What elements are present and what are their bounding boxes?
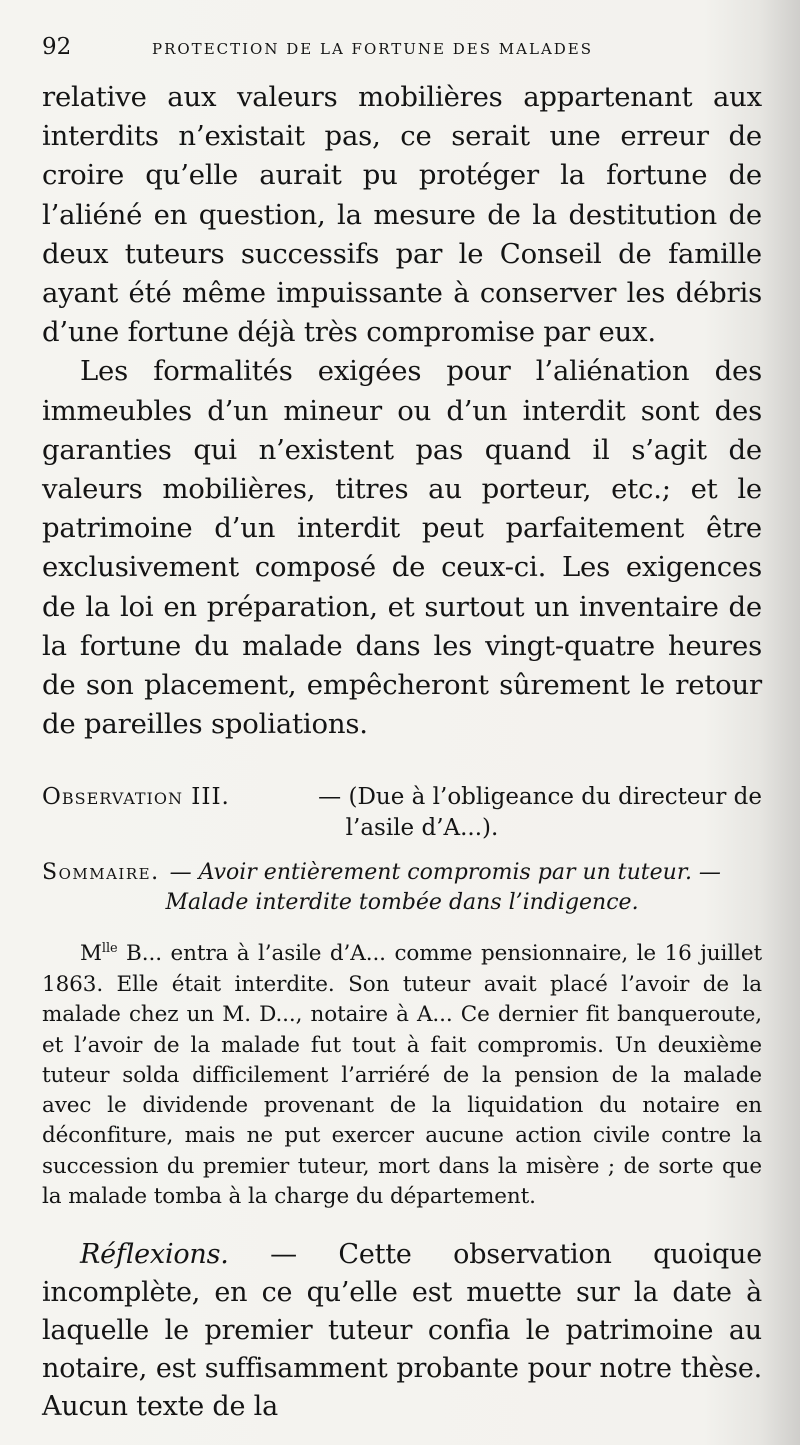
reflexions-text: — Cette observation quoique incomplète, en ce qu’elle est muette sur la date à laquelle le premier tuteur confia le patrimoine au notaire, est suffisamment probante pour notre thèse. Aucun texte de la [42, 1239, 762, 1423]
running-head [42, 34, 762, 78]
reflexions-paragraph [42, 1236, 762, 1426]
case-text: B... entra à l’asile d’A... comme pensionnaire, le 16 juillet 1863. Elle était interdite. Son tuteur avait placé l’avoir de la malade chez un M. D..., notaire à A... Ce dernier fit banqueroute, et l’avoir de la malade fut tout à fait compromis. Un deuxième tuteur solda difficilement l’arriéré de la pension de la malade avec le dividende provenant de la liquidation du notaire en déconfiture, mais ne put exercer aucune action civile contre la succession du premier tuteur, mort dans la misère ; de sorte que la malade tomba à la charge du département. [42, 941, 762, 1209]
summary [42, 858, 762, 918]
observation-label: Observation III. [42, 784, 230, 811]
observation-text-line2: l’asile d’A...). [345, 815, 499, 842]
observation-heading [42, 782, 762, 844]
observation-text-line1: — (Due à l’obligeance du directeur de [318, 784, 762, 811]
summary-text-line2: Malade interdite tombée dans l’indigence. [165, 890, 639, 916]
main-text [42, 78, 762, 744]
running-title: PROTECTION DE LA FORTUNE DES MALADES [152, 40, 594, 58]
summary-text-line1: — Avoir entièrement compromis par un tuteur. — [169, 860, 721, 886]
reflexions [42, 1236, 762, 1426]
case-title-sup: lle [101, 941, 118, 957]
reflexions-label: Réflexions. [80, 1239, 229, 1271]
summary-label: Sommaire. [42, 860, 160, 886]
paragraph-2: Les formalités exigées pour l’aliénation des immeubles d’un mineur ou d’un interdit sont des garanties qui n’existent pas quand il s’agit de valeurs mobilières, titres au porteur, etc.; et le patrimoine d’un interdit peut parfaitement être exclusivement composé de ceux-ci. Les exigences de la loi en préparation, et surtout un inventaire de la fortune du malade dans les vingt-quatre heures de son placement, empêcheront sûrement le retour de pareilles spoliations. [42, 355, 762, 741]
page-number: 92 [42, 34, 72, 60]
case-paragraph [42, 934, 762, 1212]
case-title-main: M [80, 941, 102, 967]
case-description [42, 934, 762, 1212]
paragraph-1: relative aux valeurs mobilières appartenant aux interdits n’existait pas, ce serait une erreur de croire qu’elle aurait pu protéger la fortune de l’aliéné en question, la mesure de la destitution de deux tuteurs successifs par le Conseil de famille ayant été même impuissante à conserver les débris d’une fortune déjà très compromise par eux. [42, 81, 762, 349]
